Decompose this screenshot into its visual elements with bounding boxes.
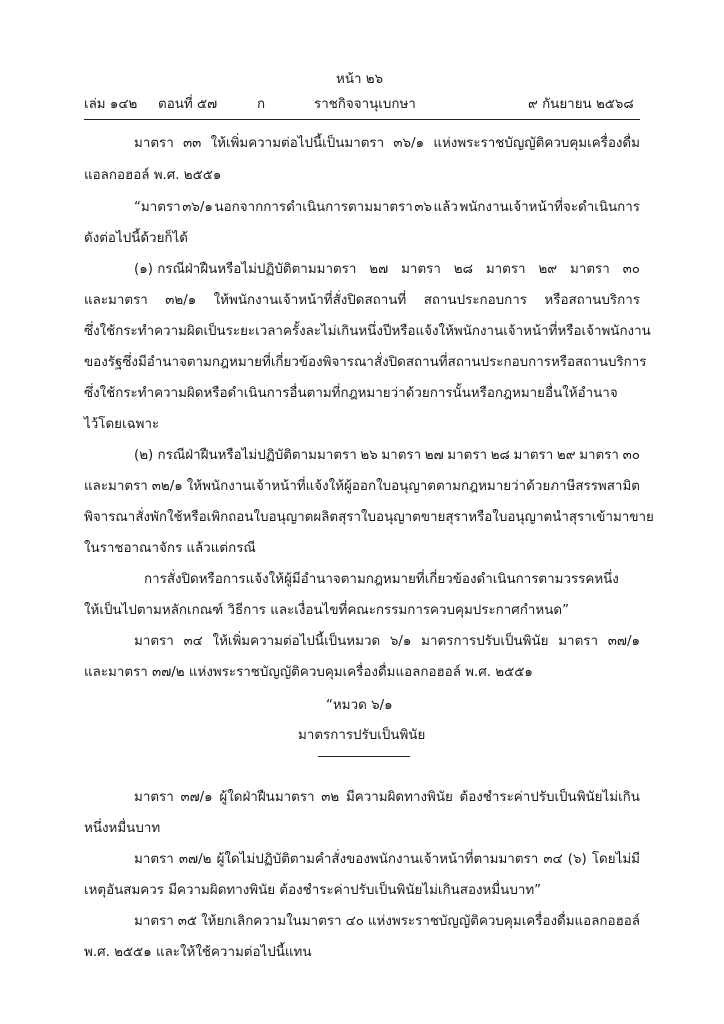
section-33-line-1: มาตรา ๓๓ ให้เพิ่มความต่อไปนี้เป็นมาตรา ๓๖/๑ แห่งพระราชบัญญัติควบคุมเครื่องดื่ม [134, 136, 640, 151]
section-33-line-2: แอลกอฮอล์ พ.ศ. ๒๕๕๑ [84, 168, 222, 183]
closure-line-2: ให้เป็นไปตามหลักเกณฑ์ วิธีการ และเงื่อนไขที่คณะกรรมการควบคุมประกาศกำหนด” [84, 603, 570, 618]
clause-1-line-1: (๑) กรณีฝ่าฝืนหรือไม่ปฏิบัติตามมาตรา ๒๗ มาตรา ๒๘ มาตรา ๒๙ มาตรา ๓๐ [134, 262, 640, 277]
clause-2-line-4: ในราชอาณาจักร แล้วแต่กรณี [84, 541, 256, 556]
section-37-2-line-2: เหตุอันสมควร มีความผิดทางพินัย ต้องชำระค่าปรับเป็นพินัยไม่เกินสองหมื่นบาท” [84, 883, 542, 898]
publication-name: ราชกิจจานุเบกษา [314, 97, 416, 112]
page-number: หน้า ๒๖ [336, 72, 384, 87]
section-34-line-1: มาตรา ๓๔ ให้เพิ่มความต่อไปนี้เป็นหมวด ๖/๑ มาตรการปรับเป็นพินัย มาตรา ๓๗/๑ [134, 634, 640, 649]
chapter-number: “หมวด ๖/๑ [326, 698, 393, 713]
section-36-1-line-1: “มาตรา ๓๖/๑ นอกจากการดำเนินการตามมาตรา ๓๖ แล้ว พนักงานเจ้าหน้าที่จะดำเนินการ [134, 200, 640, 215]
clause-2-line-1: (๒) กรณีฝ่าฝืนหรือไม่ปฏิบัติตามมาตรา ๒๖ มาตรา ๒๗ มาตรา ๒๘ มาตรา ๒๙ มาตรา ๓๐ [134, 448, 640, 463]
clause-1-line-2: และมาตรา ๓๒/๑ ให้พนักงานเจ้าหน้าที่สั่งปิดสถานที่ สถานประกอบการ หรือสถานบริการ [84, 293, 640, 308]
clause-1-line-6: ไว้โดยเฉพาะ [84, 417, 160, 432]
section-35-line-2: พ.ศ. ๒๕๕๑ และให้ใช้ความต่อไปนี้แทน [84, 945, 312, 960]
section-37-1-line-1: มาตรา ๓๗/๑ ผู้ใดฝ่าฝืนมาตรา ๓๒ มีความผิดทางพินัย ต้องชำระค่าปรับเป็นพินัยไม่เกิน [134, 790, 640, 805]
clause-1-line-3: ซึ่งใช้กระทำความผิด เป็นระยะเวลาครั้งละไม่เกินหนึ่งปี หรือแจ้งให้พนักงานเจ้าหน้าที่หรือเจ้าพนักงาน [84, 324, 651, 339]
chapter-title: มาตรการปรับเป็นพินัย [298, 728, 426, 743]
chapter-title-rule [318, 756, 410, 757]
clause-2-line-2: และมาตรา ๓๒/๑ ให้พนักงานเจ้าหน้าที่แจ้งให้ผู้ออกใบอนุญาตตามกฎหมายว่าด้วยภาษีสรรพสามิต [84, 479, 640, 494]
section-letter: ก [257, 97, 266, 112]
closure-line-1: การสั่งปิดหรือการแจ้งให้ผู้มีอำนาจตามกฎหมายที่เกี่ยวข้องดำเนินการตามวรรคหนึ่ง [144, 572, 619, 587]
section-34-line-2: และมาตรา ๓๗/๒ แห่งพระราชบัญญัติควบคุมเครื่องดื่มแอลกอฮอล์ พ.ศ. ๒๕๕๑ [84, 665, 533, 680]
section-37-1-line-2: หนึ่งหมื่นบาท [84, 821, 161, 836]
section-35-line-1: มาตรา ๓๕ ให้ยกเลิกความในมาตรา ๔๐ แห่งพระราชบัญญัติควบคุมเครื่องดื่มแอลกอฮอล์ [134, 914, 640, 929]
publication-date: ๙ กันยายน ๒๕๖๘ [528, 97, 634, 112]
clause-2-line-3: พิจารณาสั่งพักใช้หรือเพิกถอน ใบอนุญาตผลิตสุรา ใบอนุญาตขายสุรา หรือใบอนุญาตนำสุราเข้ามาขาย [84, 510, 654, 525]
clause-1-line-4: ของรัฐซึ่งมีอำนาจตามกฎหมายที่เกี่ยวข้องพิจารณาสั่งปิดสถานที่ สถานประกอบการ หรือสถานบริการ [84, 355, 647, 370]
issue-number: ตอนที่ ๕๗ [158, 97, 218, 112]
section-36-1-line-2: ดังต่อไปนี้ด้วยก็ได้ [84, 231, 188, 246]
volume-number: เล่ม ๑๔๒ [84, 97, 138, 112]
section-37-2-line-1: มาตรา ๓๗/๒ ผู้ใดไม่ปฏิบัติตามคำสั่งของพนักงานเจ้าหน้าที่ตามมาตรา ๓๔ (๖) โดยไม่มี [134, 852, 640, 867]
header-rule [84, 119, 640, 120]
clause-1-line-5: ซึ่งใช้กระทำความผิดหรือดำเนินการอื่นตามที่กฎหมายว่าด้วยการนั้นหรือกฎหมายอื่นให้อำนาจ [84, 386, 618, 401]
